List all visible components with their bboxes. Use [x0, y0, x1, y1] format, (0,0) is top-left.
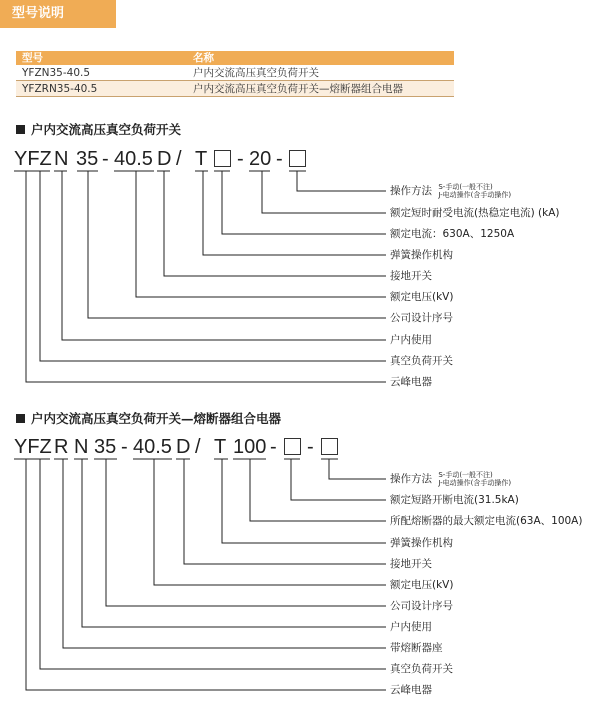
code-40-5: 40.5 — [133, 436, 172, 458]
label-vacuum-switch: 真空负荷开关 — [390, 663, 453, 675]
code-d: D — [157, 148, 172, 170]
code-dash: - — [237, 148, 244, 170]
label-indoor-use: 户内使用 — [390, 334, 432, 346]
code-d: D — [176, 436, 191, 458]
code-r: R — [54, 436, 69, 458]
label-design-number: 公司设计序号 — [390, 600, 453, 612]
section-header: 型号说明 — [0, 0, 116, 28]
code-yfz: YFZ — [14, 148, 52, 170]
code-slash: / — [195, 436, 201, 458]
label-spring-mechanism: 弹簧操作机构 — [390, 249, 453, 261]
label-manufacturer: 云峰电器 — [390, 684, 432, 696]
table-cell-model: YFZN35-40.5 — [16, 65, 187, 81]
code-slash: / — [176, 148, 182, 170]
label-earthing-switch: 接地开关 — [390, 558, 432, 570]
column-header-model: 型号 — [16, 51, 187, 65]
code-t: T — [214, 436, 227, 458]
code-dash: - — [102, 148, 109, 170]
code-n: N — [54, 148, 69, 170]
code-40-5: 40.5 — [114, 148, 153, 170]
code-dash: - — [307, 436, 314, 458]
code-35: 35 — [94, 436, 117, 458]
column-header-name: 名称 — [187, 51, 454, 65]
code-35: 35 — [76, 148, 99, 170]
label-short-time-current: 额定短时耐受电流(热稳定电流) (kA) — [390, 207, 560, 219]
label-indoor-use: 户内使用 — [390, 621, 432, 633]
code-dash: - — [276, 148, 283, 170]
table-cell-name: 户内交流高压真空负荷开关—熔断器组合电器 — [187, 81, 454, 97]
table-cell-name: 户内交流高压真空负荷开关 — [187, 65, 454, 81]
section1-title-text: 户内交流高压真空负荷开关 — [31, 122, 182, 137]
code-20: 20 — [249, 148, 272, 170]
label-manufacturer: 云峰电器 — [390, 376, 432, 388]
label-operation-method-text: 操作方法 — [390, 473, 432, 485]
section2-title-text: 户内交流高压真空负荷开关—熔断器组合电器 — [31, 411, 282, 426]
label-operation-method — [390, 471, 511, 487]
label-earthing-switch: 接地开关 — [390, 270, 432, 282]
label-rated-voltage: 额定电压(kV) — [390, 579, 454, 591]
option-manual: S-手动(一般不注) — [438, 183, 493, 191]
option-manual: S-手动(一般不注) — [438, 471, 493, 479]
option-electric: J-电动操作(含手动操作) — [438, 191, 512, 199]
label-vacuum-switch: 真空负荷开关 — [390, 355, 453, 367]
label-fuse-base: 带熔断器座 — [390, 642, 443, 654]
operation-method-options — [438, 471, 511, 487]
label-rated-current: 额定电流：630A、1250A — [390, 228, 515, 240]
label-fuse-max-current: 所配熔断器的最大额定电流(63A、100A) — [390, 515, 583, 527]
label-spring-mechanism: 弹簧操作机构 — [390, 537, 453, 549]
label-breaking-current: 额定短路开断电流(31.5kA) — [390, 494, 519, 506]
code-100: 100 — [233, 436, 267, 458]
label-rated-voltage: 额定电压(kV) — [390, 291, 454, 303]
code-dash: - — [121, 436, 128, 458]
code-t: T — [195, 148, 208, 170]
table-cell-model: YFZRN35-40.5 — [16, 81, 187, 97]
code-dash: - — [270, 436, 277, 458]
code-n: N — [74, 436, 89, 458]
label-operation-method-text: 操作方法 — [390, 185, 432, 197]
option-electric: J-电动操作(含手动操作) — [438, 479, 512, 487]
code-yfz: YFZ — [14, 436, 52, 458]
label-design-number: 公司设计序号 — [390, 312, 453, 324]
